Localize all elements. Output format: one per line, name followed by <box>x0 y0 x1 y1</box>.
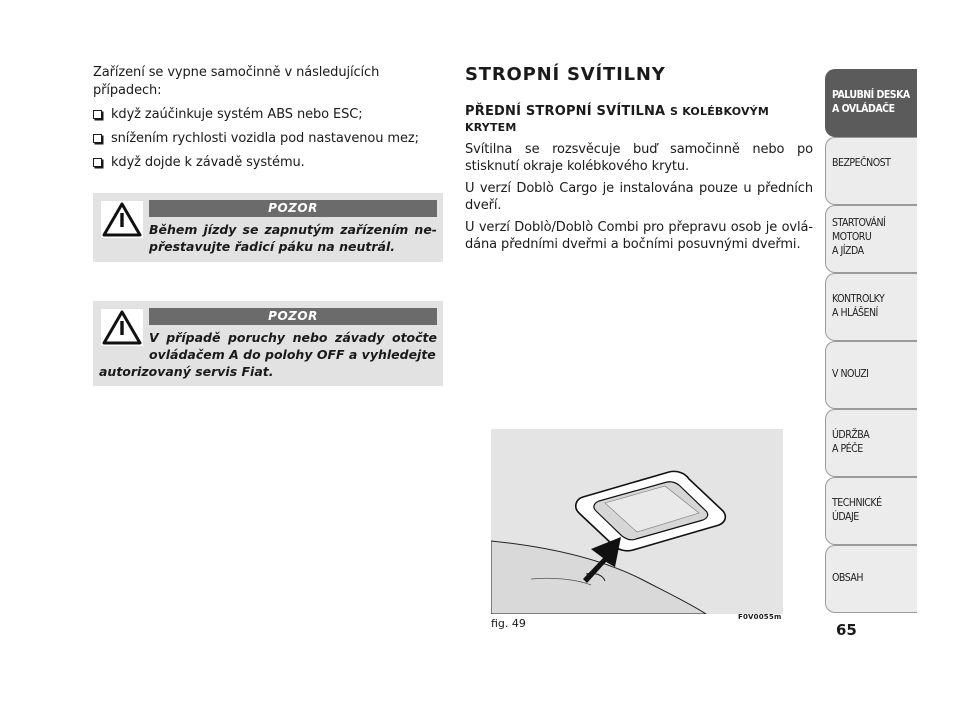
tab-label: BEZPEČNOST <box>832 157 891 169</box>
warning-text-continued: autorizovaný servis Fiat. <box>99 364 274 379</box>
figure-caption: fig. 49 <box>491 617 526 630</box>
tab-bezpecnost[interactable] <box>825 137 917 205</box>
subheading-main: PŘEDNÍ STROPNÍ SVÍTILNA <box>465 104 666 119</box>
warning-text: Během jízdy se zapnutým zařízením ne-přestavujte řadicí páku na neutrál. <box>149 222 437 254</box>
ceiling-light-illustration <box>491 429 783 614</box>
paragraph: U verzí Doblò Cargo je instalována pouze u předních dveří. <box>465 181 813 213</box>
paragraph: Svítilna se rozsvěcuje buď samočinně nebo po stisknutí okraje kolébkového krytu. <box>465 142 813 174</box>
section-title: STROPNÍ SVÍTILNY <box>465 64 666 85</box>
subsection-heading <box>465 104 813 136</box>
figure-code: F0V0055m <box>738 613 782 621</box>
tab-label: ÚDRŽBA A PÉČE <box>832 429 870 455</box>
warning-triangle-icon <box>101 309 143 346</box>
right-column <box>465 64 813 253</box>
bullet-list <box>93 106 443 172</box>
tab-palubni-deska[interactable] <box>825 69 917 137</box>
tab-label: TECHNICKÉ ÚDAJE <box>832 497 882 523</box>
figure-illustration <box>491 429 783 614</box>
warning-box <box>93 193 443 262</box>
list-item <box>93 154 443 172</box>
warning-triangle-icon <box>101 201 143 238</box>
warning-box <box>93 301 443 386</box>
tab-label: OBSAH <box>832 572 863 584</box>
left-column <box>93 64 443 178</box>
list-item <box>93 130 443 148</box>
warning-heading: POZOR <box>149 308 437 325</box>
list-item-text: když zaúčinkuje systém ABS nebo ESC; <box>111 107 363 122</box>
checkbox-bullet-icon <box>93 158 102 167</box>
tab-label: V NOUZI <box>832 368 869 380</box>
tab-label: STARTOVÁNÍ MOTORU A JÍZDA <box>832 217 886 257</box>
checkbox-bullet-icon <box>93 110 102 119</box>
tab-v-nouzi[interactable] <box>825 341 917 409</box>
list-item <box>93 106 443 124</box>
tab-label: PALUBNÍ DESKA A OVLÁDAČE <box>832 89 910 115</box>
chapter-sidebar <box>825 69 917 613</box>
paragraph: U verzí Doblò/Doblò Combi pro přepravu osob je ovlá-dána předními dveřmi a bočními posuvnými dveřmi. <box>465 220 813 252</box>
list-item-text: snížením rychlosti vozidla pod nastavenou mez; <box>111 131 419 146</box>
tab-technicke-udaje[interactable] <box>825 477 917 545</box>
tab-label: KONTROLKY A HLÁŠENÍ <box>832 293 885 319</box>
intro-text: Zařízení se vypne samočinně v následujících případech: <box>93 65 380 98</box>
tab-kontrolky[interactable] <box>825 273 917 341</box>
tab-obsah[interactable] <box>825 545 917 613</box>
subheading-small: S KOLÉBKOVÝM KRYTEM <box>465 105 769 134</box>
warning-heading: POZOR <box>149 200 437 217</box>
checkbox-bullet-icon <box>93 134 102 143</box>
tab-startovani[interactable] <box>825 205 917 273</box>
list-item-text: když dojde k závadě systému. <box>111 155 305 170</box>
warning-text: V případě poruchy nebo závady otočte ovládačem A do polohy OFF a vyhledejte <box>149 330 437 362</box>
page-number: 65 <box>836 621 857 639</box>
tab-udrzba[interactable] <box>825 409 917 477</box>
